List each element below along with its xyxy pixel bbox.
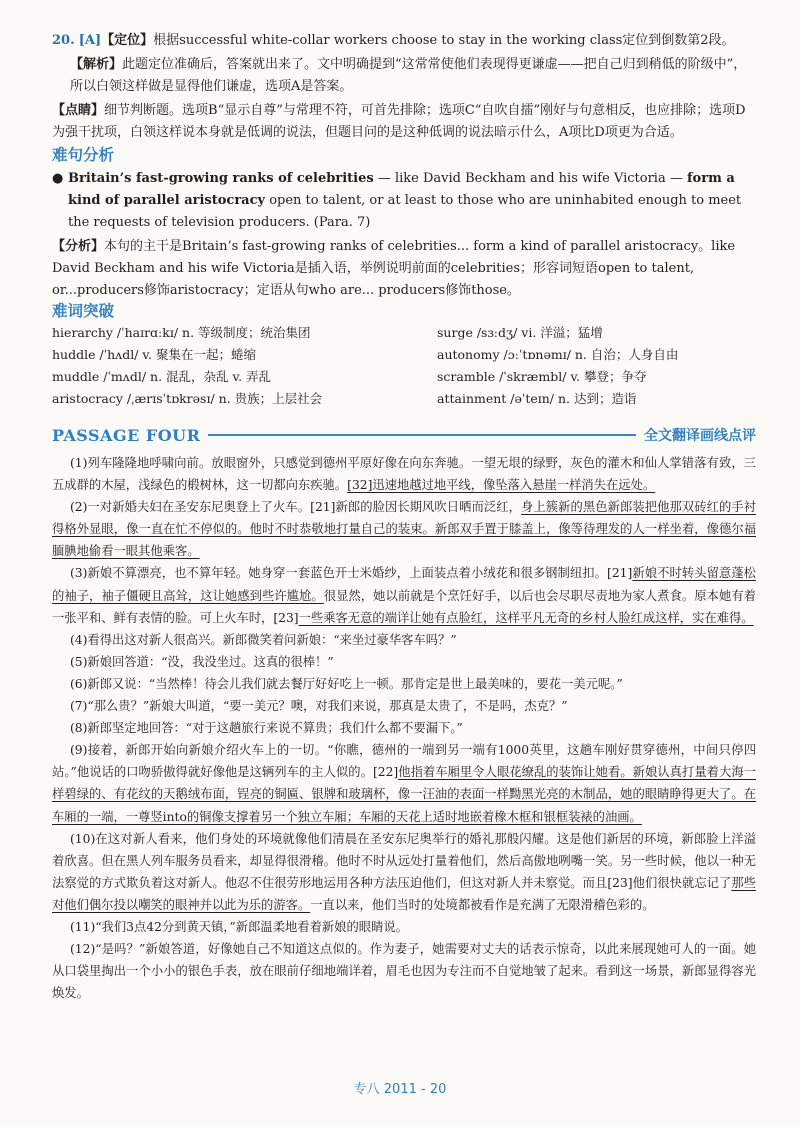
vocab-entry-right: scramble /ˈskræmbl/ v. 攀登；争夺: [437, 369, 647, 384]
translation-paragraph: [52, 828, 756, 916]
vocab-row: [52, 388, 756, 410]
translation-paragraph: [52, 717, 756, 739]
passage-header: [52, 424, 756, 446]
underlined-text: 新娘不时转头留意蓬松的袖子，袖子僵硬且高耸，这让她感到些许尴尬。: [52, 566, 756, 603]
q20-dingwei-text: 根据successful white-collar workers choose to stay in the working class定位到倒数第2段。: [153, 33, 735, 48]
q20-jiexi-text: 此题定位准确后，答案就出来了。文中明确提到“这常常使他们表现得更谦虚——把自己归到稍低的阶级中”，所以白领这样做是显得他们谦虚，选项A是答案。: [70, 57, 747, 94]
q20-dingwei: [52, 30, 756, 52]
translation-paragraph: [52, 673, 756, 695]
vocab-row: [52, 366, 756, 388]
q20-number: 20.: [52, 33, 75, 48]
translation-paragraph: [52, 916, 756, 938]
sentence-rest: open to talent, or at least to those who are uninhabited enough to meet the requests of television producers. (Para. 7): [68, 193, 742, 230]
underlined-text: 那些对他们偶尔投以嘲笑的眼神并以此为乐的游客。: [52, 875, 756, 912]
sentence-text: [68, 168, 756, 234]
sentence-heading: 难句分析: [52, 146, 115, 164]
underlined-text: [32]迅速地越过地平线，像坠落入悬崖一样消失在远处。: [347, 478, 656, 493]
translation-paragraph: [52, 562, 756, 628]
paragraph-text: (2)一对新婚夫妇在圣安东尼奥登上了火车。[21]新郎的脸因长期风吹日晒而泛红，: [70, 500, 522, 515]
paragraph-text: (8)新郎坚定地回答：“对于这趟旅行来说不算贵；我们什么都不要漏下。”: [70, 721, 463, 736]
paragraph-text: (7)“那么贵？”新娘大叫道，“要一美元？噢，对我们来说，那真是太贵了，不是吗，杰克？”: [70, 699, 568, 714]
vocab-heading: 难词突破: [52, 302, 115, 320]
sentence-bold-1: Britain’s fast-growing ranks of celebrities: [68, 171, 374, 186]
q20-answer: [A]: [78, 33, 102, 48]
bullet-icon: ●: [52, 171, 64, 186]
translation-paragraph: [52, 695, 756, 717]
paragraph-text: (5)新娘回答道：“没，我没坐过。这真的很棒！”: [70, 654, 334, 669]
q20-dianjing: [52, 100, 756, 144]
sentence-analysis-text: [52, 236, 756, 302]
sentence-analysis: [52, 168, 756, 302]
q20-jiexi-tag: 【解析】: [70, 57, 123, 72]
vocab-entry-right: autonomy /ɔːˈtɒnəmɪ/ n. 自治；人身自由: [437, 347, 679, 362]
paragraph-text: (6)新郎又说：“当然棒！待会儿我们就去餐厅好好吃上一顿。那肯定是世上最美味的，要花一美元呢。”: [70, 676, 623, 691]
paragraph-text: 一直以来，他们当时的处境都被看作是充满了无限滑稽色彩的。: [310, 897, 655, 912]
passage-title: PASSAGE FOUR: [52, 425, 201, 445]
header-rule: [208, 434, 636, 436]
paragraph-text: 很显然，她以前就是个烹饪好手，以后也会尽职尽责地为家人煮食。原本她有着一张平和、鲜有表情的脸。可上火车时，[23]: [52, 588, 756, 625]
q20-jiexi: [52, 54, 756, 98]
paragraph-text: (1)列车隆隆地呼啸向前。放眼窗外，只感觉到德州平原好像在向东奔驰。一望无垠的绿野，灰色的灌木和仙人掌错落有致，三五成群的木屋，浅绿色的椴树林，这一切都向东疾驰。: [52, 456, 756, 493]
page-footer: 专八 2011 - 20: [353, 1082, 447, 1097]
vocab-entry-left: huddle /ˈhʌdl/ v. 聚集在一起；蜷缩: [52, 347, 256, 362]
paragraph-text: (4)看得出这对新人很高兴。新郎微笑着问新娘：“来坐过豪华客车吗？”: [70, 632, 457, 647]
paragraph-text: (11)“我们3点42分到黄天镇，”新郎温柔地看着新娘的眼睛说。: [70, 919, 408, 934]
sentence-mid: — like David Beckham and his wife Victoria —: [373, 171, 687, 186]
sentence-bold-2: form a kind of parallel aristocracy: [68, 171, 735, 208]
vocab-row: [52, 322, 756, 344]
paragraph-text: (3)新娘不算漂亮，也不算年轻。她身穿一套蓝色开士米婚纱，上面装点着小绒花和很多钢制纽扣。[21]: [70, 566, 633, 581]
paragraph-text: (12)“是吗？”新娘答道，好像她自己不知道这点似的。作为妻子，她需要对丈夫的话表示惊奇，以此来展现她可人的一面。她从口袋里掏出一个小小的银色手表，放在眼前仔细地端详着，眉毛也因为专注而不自觉地皱了起来。看到这一场景，新郎显得容光焕发。: [52, 942, 756, 1001]
translation-paragraph: [52, 739, 756, 827]
q20-dingwei-tag: 【定位】: [101, 33, 154, 48]
vocab-list: [52, 322, 756, 410]
translation-paragraph: [52, 651, 756, 673]
vocab-entry-right: attainment /əˈteɪn/ n. 达到；造诣: [437, 391, 637, 406]
vocab-row: [52, 344, 756, 366]
vocab-entry-left: aristocracy /ˌærɪsˈtɒkrəsɪ/ n. 贵族；上层社会: [52, 391, 323, 406]
paragraph-text: (10)在这对新人看来，他们身处的环境就像他们清晨在圣安东尼奥举行的婚礼那般闪耀。这是他们新居的环境，新郎脸上洋溢着欣喜。但在黑人列车服务员看来，却显得很滑稽。他时不时从远处打量着他们，然后高傲地咧嘴一笑。另一些时候，他以一种无法察觉的方式欺负着这对新人。他忍不住很劳形地运用各种方法压迫他们，但这对新人并未察觉。而且[23]他们很快就忘记了: [52, 831, 756, 890]
translation-paragraph: [52, 452, 756, 496]
vocab-entry-right: surge /sɜːdʒ/ vi. 洋溢；猛增: [437, 325, 603, 340]
analysis-tag: 【分析】: [52, 239, 105, 254]
vocab-entry-left: muddle /ˈmʌdl/ n. 混乱，杂乱 v. 弄乱: [52, 369, 272, 384]
translation-paragraph: [52, 938, 756, 1004]
passage-right-title: 全文翻译画线点评: [644, 428, 756, 444]
q20-dianjing-tag: 【点睛】: [52, 103, 105, 118]
underlined-text: 他指着车厢里令人眼花缭乱的装饰让她看。新娘认真打量着大海一样碧绿的、有花纹的天鹅绒布面，锃亮的铜匾、银牌和玻璃杯，像一汪油的表面一样黝黑光亮的木制品，她的眼睛睁得更大了。在车厢的一端，一尊竖into的铜像支撑着另一个独立车厢；车厢的天花上适时地嵌着橡木框和银框装裱的油画。: [52, 765, 756, 824]
underlined-text: 一些乘客无意的端详让她有点脸红，这样平凡无奇的乡村人脸红成这样，实在难得。: [298, 610, 754, 625]
translation-paragraph: [52, 629, 756, 651]
vocab-entry-left: hierarchy /ˈhaɪrɑːkɪ/ n. 等级制度；统治集团: [52, 325, 311, 340]
paragraph-text: (9)接着，新郎开始向新娘介绍火车上的一切。“你瞧，德州的一端到另一端有1000英里，这趟车刚好贯穿德州，中间只停四站。”他说话的口吻骄傲得就好像他是这辆列车的主人似的。[22]: [52, 743, 756, 780]
analysis-body: 本句的主干是Britain’s fast-growing ranks of celebrities... form a kind of parallel aristocracy。like David Beckham and his wife Victoria是插入语，举例说明前面的celebrities；形容词短语open to talent, or...producers修饰aristocracy；定语从句who are... producers修饰those。: [52, 239, 736, 298]
underlined-text: 身上簇新的黑色新郎装把他那双砖红的手衬得格外显眼，像一直在忙不停似的。他时不时恭敬地打量自己的装束。新郎双手置于膝盖上，像等待理发的人一样坐着，像德尔福腼腆地偷看一眼其他乘客。: [52, 500, 756, 559]
translation-body: [52, 452, 756, 1004]
q20-dianjing-text: 细节判断题。选项B“显示自尊”与常理不符，可首先排除；选项C“自吹自擂”刚好与句意相反，也应排除；选项D为强干扰项，白领这样说本身就是低调的说法，但题目问的是这种低调的说法暗示什么，A项比D项更为合适。: [52, 103, 746, 140]
translation-paragraph: [52, 496, 756, 562]
question-20: [52, 30, 756, 144]
